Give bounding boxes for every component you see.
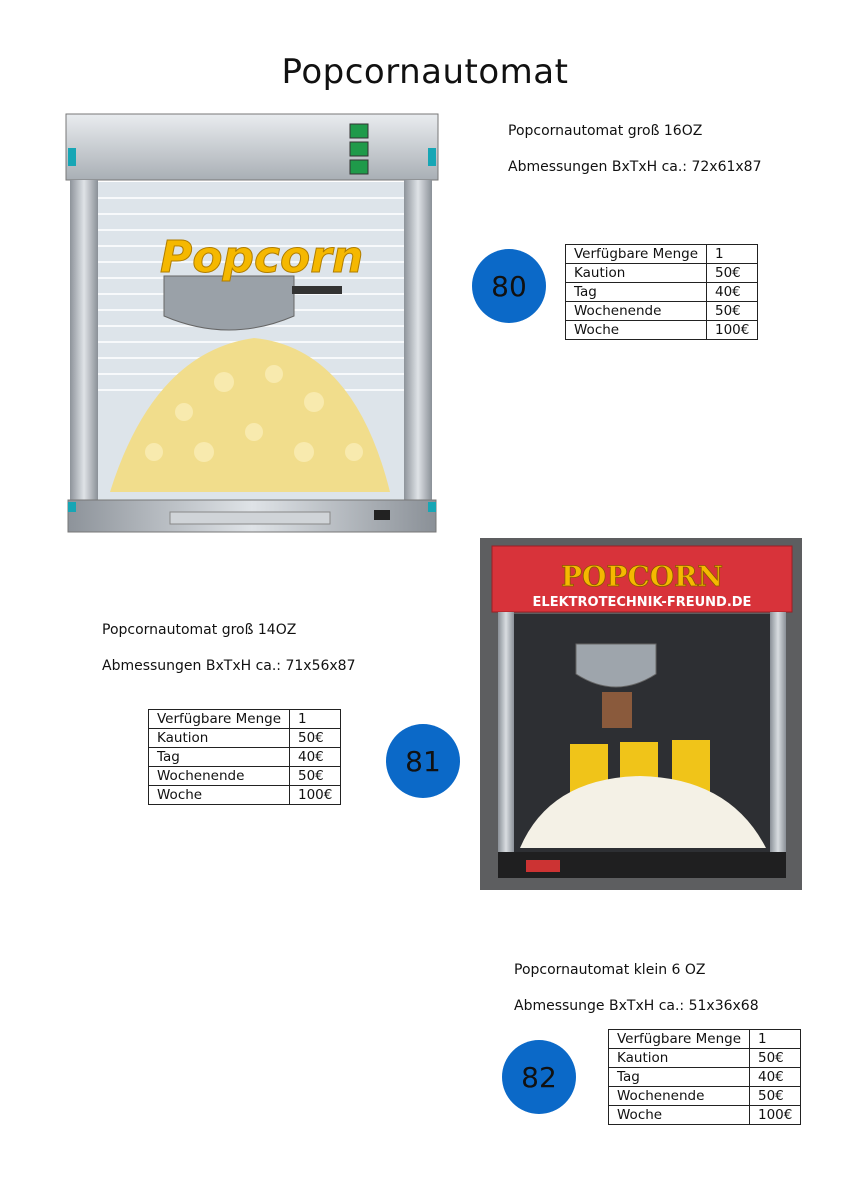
row-label: Kaution — [609, 1049, 750, 1068]
row-value: 1 — [750, 1030, 801, 1049]
table-row — [609, 1030, 801, 1049]
table-row — [566, 283, 758, 302]
product-dimensions: Abmessungen BxTxH ca.: 71x56x87 — [102, 658, 356, 674]
row-value: 50€ — [750, 1087, 801, 1106]
row-value: 40€ — [707, 283, 758, 302]
popcorn-sign-text: POPCORN — [560, 560, 724, 593]
row-label: Woche — [149, 786, 290, 805]
table-row — [609, 1049, 801, 1068]
row-value: 100€ — [750, 1106, 801, 1125]
row-value: 50€ — [707, 302, 758, 321]
row-label: Woche — [609, 1106, 750, 1125]
table-row — [149, 767, 341, 786]
row-label: Kaution — [149, 729, 290, 748]
table-row — [566, 245, 758, 264]
table-row — [566, 302, 758, 321]
row-label: Woche — [566, 321, 707, 340]
row-value: 1 — [707, 245, 758, 264]
table-row — [566, 264, 758, 283]
row-label: Verfügbare Menge — [609, 1030, 750, 1049]
page-title: Popcornautomat — [281, 52, 569, 92]
product-dimensions: Abmessungen BxTxH ca.: 72x61x87 — [508, 159, 762, 175]
table-row — [566, 321, 758, 340]
item-number-badge: 82 — [502, 1040, 576, 1114]
row-value: 50€ — [707, 264, 758, 283]
product-name: Popcornautomat klein 6 OZ — [514, 962, 706, 978]
brand-text: ELEKTROTECHNIK-FREUND.DE — [532, 595, 752, 610]
product-dimensions: Abmessunge BxTxH ca.: 51x36x68 — [514, 998, 759, 1014]
row-label: Wochenende — [609, 1087, 750, 1106]
item-number-badge: 80 — [472, 249, 546, 323]
row-value: 50€ — [290, 729, 341, 748]
product-name: Popcornautomat groß 14OZ — [102, 622, 297, 638]
product-name: Popcornautomat groß 16OZ — [508, 123, 703, 139]
row-label: Kaution — [566, 264, 707, 283]
item-number-badge: 81 — [386, 724, 460, 798]
table-row — [609, 1068, 801, 1087]
table-row — [149, 786, 341, 805]
row-label: Wochenende — [149, 767, 290, 786]
row-label: Tag — [609, 1068, 750, 1087]
table-row — [149, 710, 341, 729]
row-label: Verfügbare Menge — [566, 245, 707, 264]
table-row — [149, 729, 341, 748]
row-label: Tag — [566, 283, 707, 302]
row-label: Tag — [149, 748, 290, 767]
row-label: Wochenende — [566, 302, 707, 321]
table-row — [609, 1106, 801, 1125]
price-table — [608, 1029, 801, 1125]
row-value: 100€ — [707, 321, 758, 340]
table-row — [609, 1087, 801, 1106]
price-table — [565, 244, 758, 340]
row-label: Verfügbare Menge — [149, 710, 290, 729]
popcorn-machine-80-photo — [64, 112, 440, 536]
popcorn-machine-81-photo — [480, 538, 802, 890]
row-value: 100€ — [290, 786, 341, 805]
row-value: 50€ — [290, 767, 341, 786]
table-row — [149, 748, 341, 767]
row-value: 40€ — [290, 748, 341, 767]
popcorn-sign-text: Popcorn — [160, 232, 364, 283]
product-81-info — [102, 622, 355, 674]
product-82-info — [514, 962, 759, 1014]
price-table — [148, 709, 341, 805]
row-value: 1 — [290, 710, 341, 729]
row-value: 50€ — [750, 1049, 801, 1068]
product-80-info — [508, 123, 761, 175]
row-value: 40€ — [750, 1068, 801, 1087]
